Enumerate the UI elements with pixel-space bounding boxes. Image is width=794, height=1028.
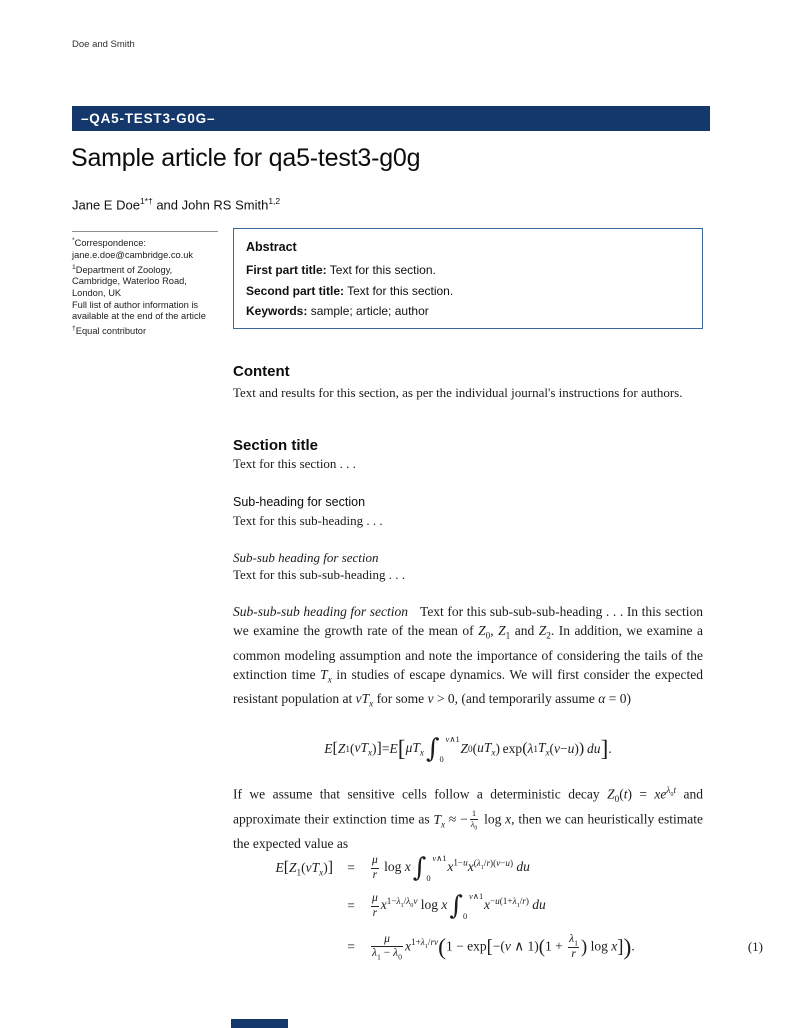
sub-sub-heading: Sub-sub heading for section [233, 550, 379, 565]
paragraph-deterministic-decay: If we assume that sensitive cells follow a deterministic decay $Z_0(t) = xe^{\lambda_0t}$ and approximate their extinction time as $T_x$ ≈ − $\frac{1}{\lambda_0}$ log x, then we can heuristically estimate the expected value as [233, 785, 703, 852]
section-text: Text for this section . . . [233, 456, 356, 471]
sub-sub-sub-paragraph: Sub-sub-sub heading for section Text for this sub-sub-sub-heading . . . In this section we examine the growth rate of the mean of $Z_0$, $Z_1$ and $Z_2$. In addition, we examine a common modeling assumption and note the importance of considering the tails of the extinction time $T_x$ in studies of escape dynamics. We will first consider the expected resistant population at $vT_x$ for some v > 0, (and temporarily assume α = 0) [233, 604, 704, 710]
equation-rhs: $\frac{\mu}{\lambda_1 - \lambda_0}$ $x^{1+\lambda_1/rv}(1 - \exp[-(v$ ∧ 1)(1 + $\frac{\lambda_1}{r}$ ) log x]). [372, 932, 635, 962]
sidebar-line-correspondence: *Correspondence: [72, 237, 146, 249]
article-title: Sample article for qa5-test3-g0g [71, 144, 421, 172]
abstract-keywords-text: sample; article; author [307, 304, 429, 318]
aligned-equation-block [233, 849, 763, 969]
abstract-heading: Abstract [246, 240, 297, 254]
equation-relation: = [347, 898, 355, 913]
equation-rhs: $\frac{\mu}{r}$ log x∫ v∧1 0 $x^{1-u}x^{(\lambda_1/r)(v-u)}$ du [372, 853, 530, 883]
sub-heading-text: Text for this sub-heading . . . [233, 513, 383, 528]
sidebar-line-info2: available at the end of the article [72, 311, 206, 322]
abstract-box [233, 228, 703, 329]
abstract-keywords [246, 301, 690, 322]
sidebar-line-equal-contributor: †Equal contributor [72, 325, 147, 337]
equation-row [233, 887, 763, 925]
sub-heading: Sub-heading for section [233, 495, 366, 509]
content-paragraph: Text and results for this section, as per the individual journal's instructions for authors. [233, 385, 683, 400]
abstract-first-part [246, 260, 690, 281]
sidebar-line-info1: Full list of author information is [72, 299, 199, 310]
equation-number: (1) [747, 939, 763, 954]
abstract-second-part-label: Second part title: [246, 283, 345, 298]
sub-sub-heading-text: Text for this sub-sub-heading . . . [233, 567, 406, 582]
equation-relation: = [347, 860, 355, 875]
sidebar-line-address2: London, UK [72, 288, 122, 298]
content-heading: Content [233, 363, 290, 380]
equation-rhs: $\frac{\mu}{r}$ $x^{1-\lambda_1/\lambda_0v}$ log x∫ v∧1 0 $x^{-u(1+\lambda_1/r)}$ du [372, 891, 546, 921]
sidebar-divider [72, 231, 218, 232]
author-line: Jane E Doe$^{1*\dagger}$ and John RS Smith$^{1,2}$ [72, 196, 281, 213]
article-type-banner [72, 106, 710, 131]
correspondence-block [72, 235, 230, 338]
banner-label: –QA5-TEST3-G0G– [81, 111, 216, 126]
abstract-first-part-label: First part title: [246, 263, 327, 277]
equation-row [233, 849, 763, 887]
sidebar-line-address1: Cambridge, Waterloo Road, [72, 276, 187, 287]
section-title-heading: Section title [233, 437, 319, 454]
equation-row [233, 925, 763, 969]
abstract-keywords-label: Keywords: [246, 304, 308, 318]
abstract-second-part [246, 281, 690, 302]
next-page-banner-fragment [231, 1019, 288, 1028]
abstract-second-part-text: Text for this section. [344, 283, 454, 298]
abstract-first-part-text: Text for this section. [326, 263, 436, 277]
sidebar-line-email: jane.e.doe@cambridge.co.uk [72, 249, 194, 260]
equation-lhs: $E[Z_1(vT_x)]$ [275, 858, 333, 878]
equation-relation: = [347, 939, 355, 954]
sidebar-line-department: $^1$Department of Zoology, [72, 263, 173, 275]
running-head: Doe and Smith [72, 39, 135, 50]
display-equation: E [ Z 1 ( $vT_x$ ) ] = E [ $\mu T_x$ ∫ v∧1 0 Z 0 ( $uT_x$ ) exp ( λ 1 $T_x$ ( v − u ) ) du ] . [324, 734, 612, 764]
